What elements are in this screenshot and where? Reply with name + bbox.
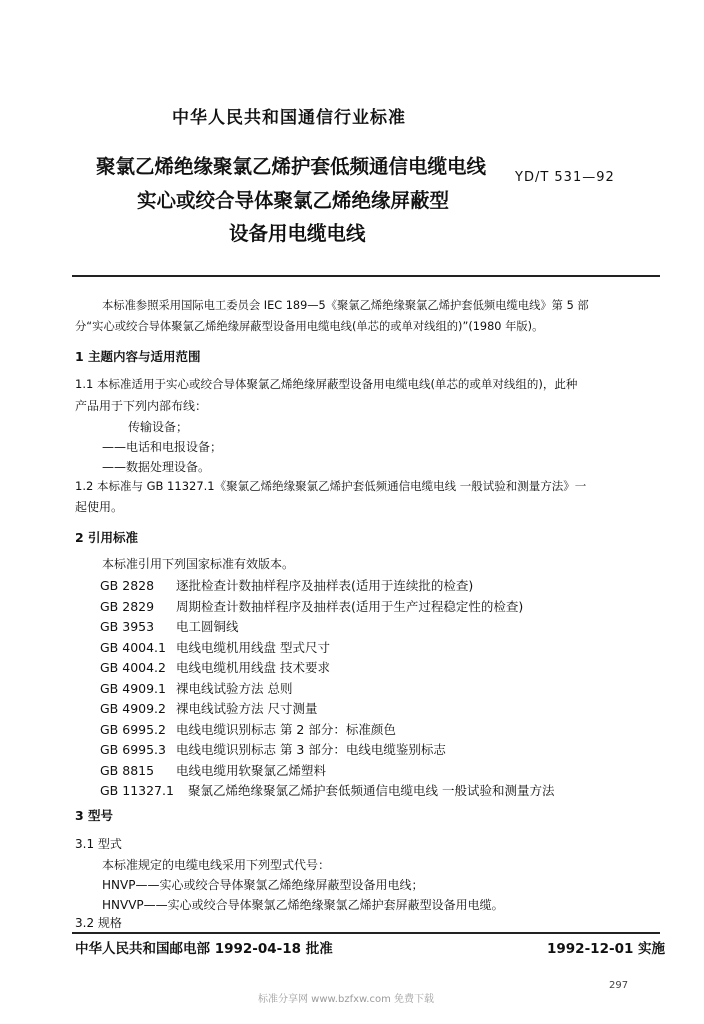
standard-code: GB 3953 xyxy=(100,619,155,634)
type-code-entry: HNVVP——实心或绞合导体聚氯乙烯绝缘聚氯乙烯护套屏蔽型设备用电缆。 xyxy=(102,898,504,912)
standard-title: 电线电缆机用线盘 技术要求 xyxy=(175,660,330,675)
standard-code: GB 8815 xyxy=(100,763,155,778)
standard-code: GB 2829 xyxy=(100,599,155,614)
clause-1-2-line-1: 1.2 本标准与 GB 11327.1《聚氯乙烯绝缘聚氯乙烯护套低频通信电缆电线 一般试验和测量方法》一 xyxy=(75,479,587,493)
standard-title: 电线电缆识别标志 第 3 部分：电线电缆鉴别标志 xyxy=(175,742,446,757)
standard-entry xyxy=(100,740,446,758)
standard-title: 周期检查计数抽样程序及抽样表(适用于生产过程稳定性的检查) xyxy=(175,599,524,614)
watermark: 标准分享网 www.bzfxw.com 免费下载 xyxy=(258,994,434,1005)
standard-title: 逐批检查计数抽样程序及抽样表(适用于连续批的检查) xyxy=(175,578,474,593)
list-item: 传输设备； xyxy=(128,420,189,434)
standard-entry xyxy=(100,781,554,799)
page-number: 297 xyxy=(609,980,629,991)
header-divider xyxy=(72,275,660,277)
standard-code: GB 4004.1 xyxy=(100,640,166,655)
standard-title: 电线电缆识别标志 第 2 部分：标准颜色 xyxy=(175,722,396,737)
standard-code: GB 11327.1 xyxy=(100,783,174,798)
standard-code: GB 4004.2 xyxy=(100,660,166,675)
type-code-entry: HNVP——实心或绞合导体聚氯乙烯绝缘屏蔽型设备用电线； xyxy=(102,878,424,892)
standard-title: 聚氯乙烯绝缘聚氯乙烯护套低频通信电缆电线 一般试验和测量方法 xyxy=(187,783,555,798)
standard-code: GB 6995.3 xyxy=(100,742,166,757)
standard-entry xyxy=(100,617,239,635)
standard-entry xyxy=(100,597,523,615)
standard-entry xyxy=(100,658,330,676)
clause-1-2-line-2: 起使用。 xyxy=(75,500,124,514)
standard-number: YD/T 531—92 xyxy=(515,170,615,185)
standard-entry xyxy=(100,576,473,594)
industry-standard-title: 中华人民共和国通信行业标准 xyxy=(172,108,406,128)
section-2-intro: 本标准引用下列国家标准有效版本。 xyxy=(102,557,295,571)
standard-entry xyxy=(100,679,292,697)
standard-code: GB 4909.1 xyxy=(100,681,166,696)
implementation-date: 1992-12-01 实施 xyxy=(547,941,666,957)
section-2-heading: 2 引用标准 xyxy=(75,530,139,545)
standard-code: GB 4909.2 xyxy=(100,701,166,716)
standard-code: GB 6995.2 xyxy=(100,722,166,737)
standard-title: 电线电缆用软聚氯乙烯塑料 xyxy=(175,763,326,778)
clause-3-1-intro: 本标准规定的电缆电线采用下列型式代号： xyxy=(102,858,331,872)
standard-entry xyxy=(100,761,326,779)
standard-entry xyxy=(100,638,330,656)
intro-line-2: 分“实心或绞合导体聚氯乙烯绝缘屏蔽型设备用电缆电线(单芯的或单对线组的)”(1980 年版)。 xyxy=(75,320,544,333)
standard-title: 裸电线试验方法 总则 xyxy=(175,681,293,696)
list-item: ——数据处理设备。 xyxy=(102,460,211,474)
section-3-heading: 3 型号 xyxy=(75,808,114,823)
clause-3-2-heading: 3.2 规格 xyxy=(75,916,122,930)
intro-line-1: 本标准参照采用国际电工委员会 IEC 189—5《聚氯乙烯绝缘聚氯乙烯护套低频电缆电线》第 5 部 xyxy=(102,299,589,312)
clause-3-1-heading: 3.1 型式 xyxy=(75,837,122,851)
standard-title: 裸电线试验方法 尺寸测量 xyxy=(175,701,318,716)
list-item: ——电话和电报设备； xyxy=(102,440,223,454)
clause-1-1-line-2: 产品用于下列内部布线： xyxy=(75,399,208,413)
standard-entry xyxy=(100,699,317,717)
section-1-heading: 1 主题内容与适用范围 xyxy=(75,349,201,364)
clause-1-1-line-1: 1.1 本标准适用于实心或绞合导体聚氯乙烯绝缘屏蔽型设备用电缆电线(单芯的或单对线组的)，此种 xyxy=(75,377,578,391)
document-title-line-1: 聚氯乙烯绝缘聚氯乙烯护套低频通信电缆电线 xyxy=(96,155,487,178)
standard-title: 电线电缆机用线盘 型式尺寸 xyxy=(175,640,330,655)
document-title-line-2: 实心或绞合导体聚氯乙烯绝缘屏蔽型 xyxy=(137,189,450,212)
standard-title: 电工圆铜线 xyxy=(175,619,239,634)
footer-divider xyxy=(72,932,660,934)
approval-statement: 中华人民共和国邮电部 1992-04-18 批准 xyxy=(75,941,333,957)
standard-code: GB 2828 xyxy=(100,578,155,593)
document-title-line-3: 设备用电缆电线 xyxy=(229,222,366,245)
standard-entry xyxy=(100,720,396,738)
